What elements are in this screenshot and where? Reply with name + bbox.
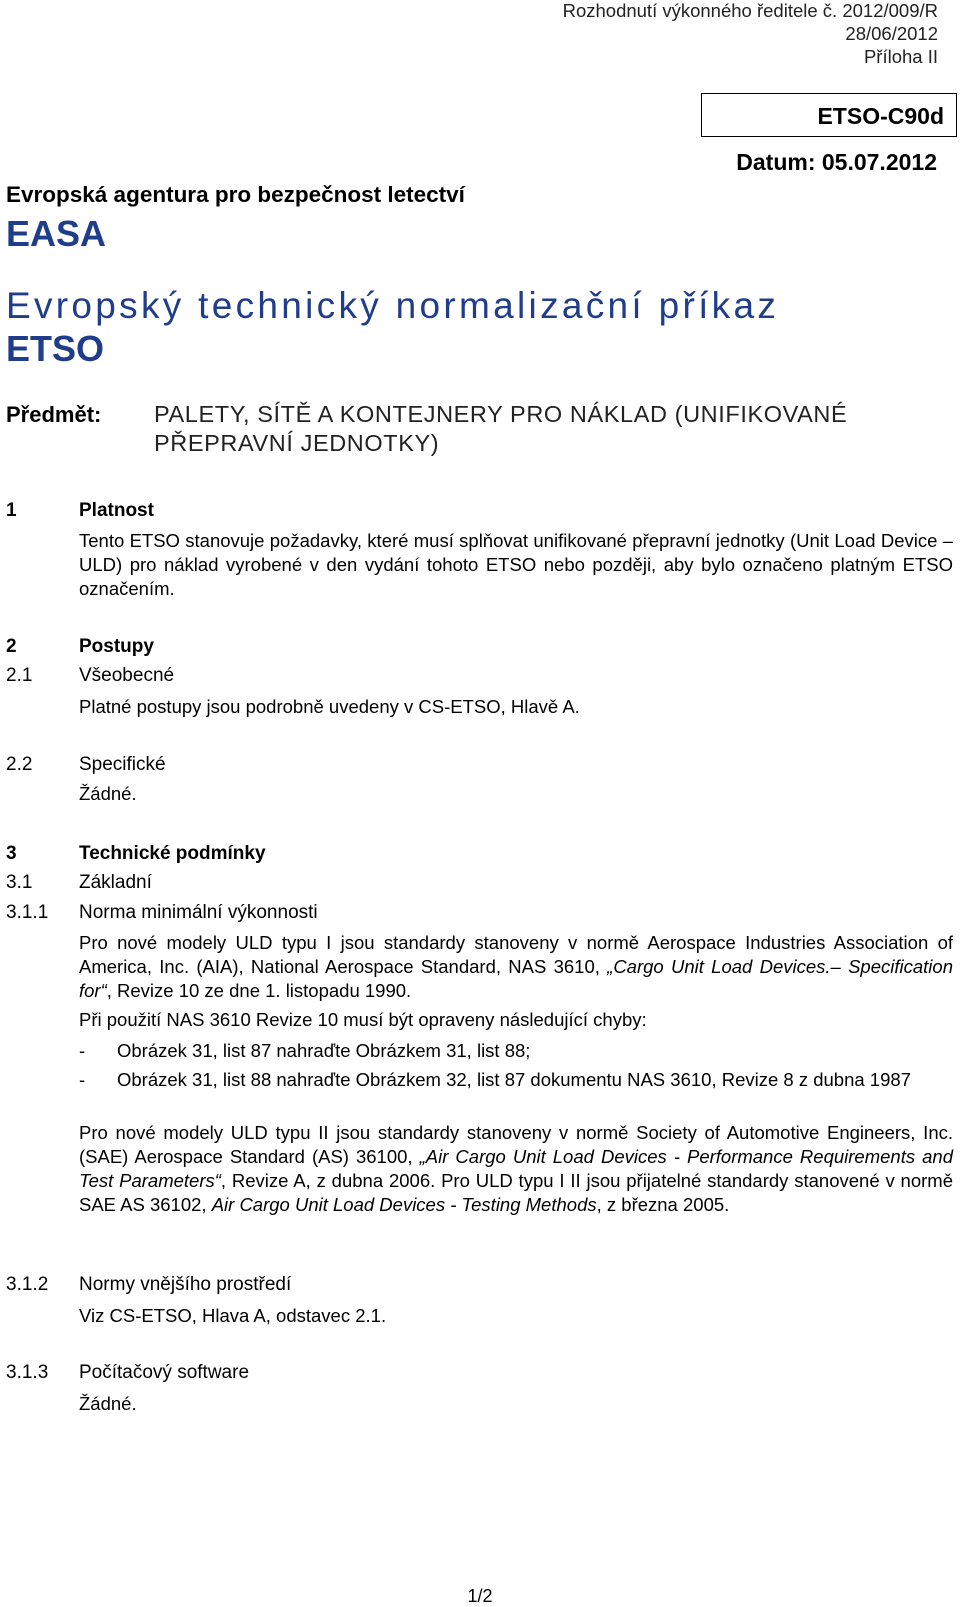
subject-label: Předmět: — [6, 402, 102, 427]
section-3-1-1-title: Norma minimální výkonnosti — [79, 902, 318, 923]
section-3-1-1-paragraph-1 — [79, 931, 953, 1003]
section-2-2-text: Žádné. — [79, 783, 137, 804]
subject-line-1: PALETY, SÍTĚ A KONTEJNERY PRO NÁKLAD (UNIFIKOVANÉ — [154, 401, 848, 427]
section-3-1-3-number: 3.1.3 — [6, 1362, 49, 1383]
section-3-1-1-paragraph-3 — [79, 1121, 953, 1217]
section-2-title: Postupy — [79, 636, 154, 657]
section-2-2-title: Specifické — [79, 754, 166, 775]
section-1-text: Tento ETSO stanovuje požadavky, které musí splňovat unifikované přepravní jednotky (Unit Load Device – ULD) pro náklad vyrobené v den vydání tohoto ETSO nebo později, aby bylo označeno platným ETSO označením. — [79, 530, 953, 599]
p3-text-b: „Air Cargo Unit Load Devices - Performance Requirements and Test Parameters“ — [79, 1146, 953, 1191]
section-3-title: Technické podmínky — [79, 843, 266, 864]
section-3-1-2-number: 3.1.2 — [6, 1274, 49, 1295]
subject-line-2: PŘEPRAVNÍ JEDNOTKY) — [154, 430, 440, 456]
annex-label: Příloha II — [863, 46, 938, 67]
p3-text-c: , Revize A, z dubna 2006. Pro ULD typu I II jsou přijatelné standardy stanovené v normě SAE AS 36102, — [79, 1170, 953, 1215]
section-3-1-number: 3.1 — [6, 872, 33, 893]
section-3-1-2-title: Normy vnějšího prostředí — [79, 1274, 292, 1295]
section-3-1-3-title: Počítačový software — [79, 1362, 250, 1383]
section-2-1-number: 2.1 — [6, 665, 33, 686]
agency-abbr: EASA — [6, 213, 107, 254]
agency-name: Evropská agentura pro bezpečnost letectví — [6, 182, 465, 207]
p1-text-c: , Revize 10 ze dne 1. listopadu 1990. — [106, 980, 412, 1001]
section-1-number: 1 — [6, 500, 17, 521]
list-item — [79, 1068, 953, 1092]
etso-code-box: ETSO-C90d — [701, 93, 957, 137]
section-3-number: 3 — [6, 843, 17, 864]
list-item — [79, 1039, 953, 1063]
decision-number: Rozhodnutí výkonného ředitele č. 2012/009/R — [562, 0, 938, 21]
section-2-number: 2 — [6, 636, 17, 657]
p3-text-e: , z března 2005. — [596, 1194, 730, 1215]
section-2-2-number: 2.2 — [6, 754, 33, 775]
datum: Datum: 05.07.2012 — [736, 149, 937, 175]
section-3-1-title: Základní — [79, 872, 152, 893]
document-title: Evropský technický normalizační příkaz — [6, 285, 780, 326]
section-3-1-2-text: Viz CS-ETSO, Hlava A, odstavec 2.1. — [79, 1305, 387, 1326]
list-item-1-text: Obrázek 31, list 87 nahraďte Obrázkem 31, list 88; — [117, 1040, 531, 1061]
section-2-1-text: Platné postupy jsou podrobně uvedeny v CS-ETSO, Hlavě A. — [79, 696, 580, 717]
list-dash-2: - — [79, 1069, 86, 1090]
decision-date: 28/06/2012 — [845, 23, 938, 44]
section-3-1-1-number: 3.1.1 — [6, 902, 49, 923]
subject-text — [154, 400, 954, 458]
section-3-1-1-paragraph-2: Při použití NAS 3610 Revize 10 musí být opraveny následující chyby: — [79, 1009, 647, 1030]
list-dash-1: - — [79, 1040, 86, 1061]
section-3-1-3-text: Žádné. — [79, 1393, 137, 1414]
page-number: 1/2 — [467, 1586, 493, 1606]
document-abbr: ETSO — [6, 328, 105, 369]
list-item-2-text: Obrázek 31, list 88 nahraďte Obrázkem 32, list 87 dokumentu NAS 3610, Revize 8 z dubna 1987 — [117, 1069, 911, 1090]
p1-text-b: „Cargo Unit Load Devices.– Specification for“ — [79, 956, 953, 1001]
p1-text-a: Pro nové modely ULD typu I jsou standardy stanoveny v normě Aerospace Industries Association of America, Inc. (AIA), National Aerospace Standard, NAS 3610, — [79, 932, 953, 977]
section-1-title: Platnost — [79, 500, 154, 521]
p3-text-a: Pro nové modely ULD typu II jsou standardy stanoveny v normě Society of Automotive Engineers, Inc. (SAE) Aerospace Standard (AS) 36100, — [79, 1122, 953, 1167]
p3-text-d: Air Cargo Unit Load Devices - Testing Methods — [211, 1194, 597, 1215]
section-2-1-title: Všeobecné — [79, 665, 175, 686]
